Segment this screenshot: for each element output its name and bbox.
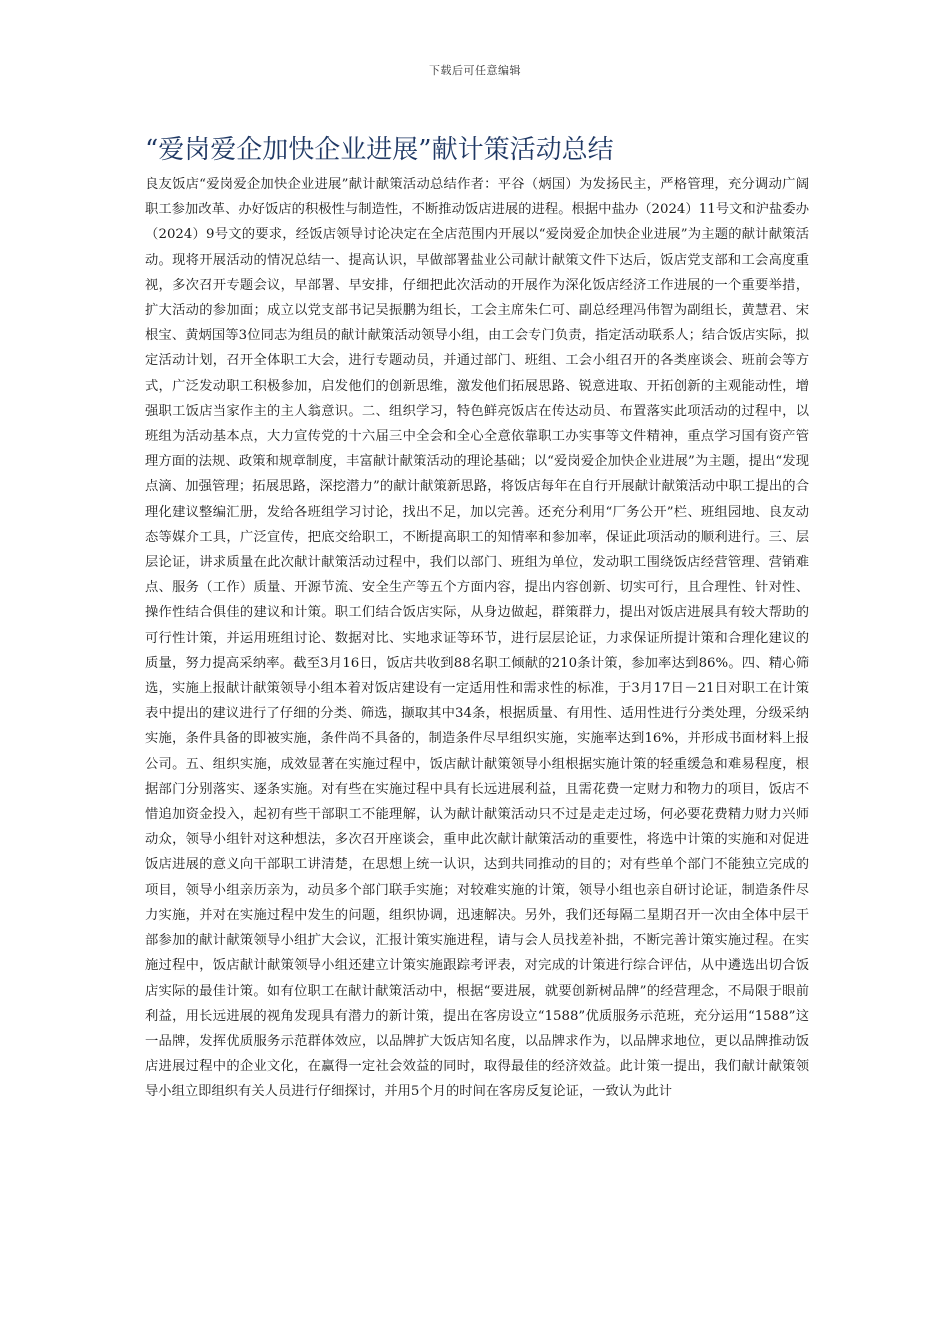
document-title: “爱岗爱企加快企业进展”献计策活动总结	[145, 135, 614, 165]
page-header-note: 下载后可任意编辑	[429, 64, 521, 77]
document-body	[145, 172, 809, 1312]
body-paragraph: 良友饭店“爱岗爱企加快企业进展”献计献策活动总结作者：平谷（炳国）为发扬民主，严格管理，充分调动广阔职工参加改革、办好饭店的积极性与制造性，不断推动饭店进展的进程。根据中盐办（2024）11号文和沪盐委办（2024）9号文的要求，经饭店领导讨论决定在全店范围内开展以“爱岗爱企加快企业进展”为主题的献计献策活动。现将开展活动的情况总结一、提高认识，早做部署盐业公司献计献策文件下达后，饭店党支部和工会高度重视，多次召开专题会议，早部署、早安排，仔细把此次活动的开展作为深化饭店经济工作进展的一个重要举措，扩大活动的参加面；成立以党支部书记吴振鹏为组长，工会主席朱仁可、副总经理冯伟智为副组长，黄慧君、宋根宝、黄炳国等3位同志为组员的献计献策活动领导小组，由工会专门负责，指定活动联系人；结合饭店实际，拟定活动计划，召开全体职工大会，进行专题动员，并通过部门、班组、工会小组召开的各类座谈会、班前会等方式，广泛发动职工积极参加，启发他们的创新思维，激发他们拓展思路、锐意进取、开拓创新的主观能动性，增强职工饭店当家作主的主人翁意识。二、组织学习，特色鲜亮饭店在传达动员、布置落实此项活动的过程中，以班组为活动基本点，大力宣传党的十六届三中全会和全心全意依靠职工办实事等文件精神，重点学习国有资产管理方面的法规、政策和规章制度，丰富献计献策活动的理论基础；以“爱岗爱企加快企业进展”为主题，提出“发现点滴、加强管理；拓展思路，深挖潜力”的献计献策新思路，将饭店每年在自行开展献计献策活动中职工提出的合理化建议整编汇册，发给各班组学习讨论，找出不足，加以完善。还充分利用“厂务公开”栏、班组园地、良友动态等媒介工具，广泛宣传，把底交给职工，不断提高职工的知情率和参加率，保证此项活动的顺利进行。三、层层论证，讲求质量在此次献计献策活动过程中，我们以部门、班组为单位，发动职工围绕饭店经营管理、营销难点、服务（工作）质量、开源节流、安全生产等五个方面内容，提出内容创新、切实可行，且合理性、针对性、操作性结合俱佳的建议和计策。职工们结合饭店实际，从身边做起，群策群力，提出对饭店进展具有较大帮助的可行性计策，并运用班组讨论、数据对比、实地求证等环节，进行层层论证，力求保证所提计策和合理化建议的质量，努力提高采纳率。截至3月16日，饭店共收到88名职工倾献的210条计策，参加率达到86%。四、精心筛选，实施上报献计献策领导小组本着对饭店建设有一定适用性和需求性的标准，于3月17日－21日对职工在计策表中提出的建议进行了仔细的分类、筛选，撷取其中34条，根据质量、有用性、适用性进行分类处理，分级采纳实施，条件具备的即被实施，条件尚不具备的，制造条件尽早组织实施，实施率达到16%，并形成书面材料上报公司。五、组织实施，成效显著在实施过程中，饭店献计献策领导小组根据实施计策的轻重缓急和难易程度，根据部门分别落实、逐条实施。对有些在实施过程中具有长远进展利益，且需花费一定财力和物力的项目，饭店不惜追加资金投入，起初有些干部职工不能理解，认为献计献策活动只不过是走走过场，何必要花费精力财力兴师动众，领导小组针对这种想法，多次召开座谈会，重申此次献计献策活动的重要性，将选中计策的实施和对促进饭店进展的意义向干部职工讲清楚，在思想上统一认识，达到共同推动的目的；对有些单个部门不能独立完成的项目，领导小组亲历亲为，动员多个部门联手实施；对较难实施的计策，领导小组也亲自研讨论证，制造条件尽力实施，并对在实施过程中发生的问题，组织协调，迅速解决。另外，我们还每隔二星期召开一次由全体中层干部参加的献计献策领导小组扩大会议，汇报计策实施进程，请与会人员找差补拙，不断完善计策实施过程。在实施过程中，饭店献计献策领导小组还建立计策实施跟踪考评表，对完成的计策进行综合评估，从中遴选出切合饭店实际的最佳计策。如有位职工在献计献策活动中，根据“要进展，就要创新树品牌”的经营理念，不局限于眼前利益，用长远进展的视角发现具有潜力的新计策，提出在客房设立“1588”优质服务示范班，充分运用“1588”这一品牌，发挥优质服务示范群体效应，以品牌扩大饭店知名度，以品牌求作为，以品牌求地位，更以品牌推动饭店进展过程中的企业文化，在赢得一定社会效益的同时，取得最佳的经济效益。此计策一提出，我们献计献策领导小组立即组织有关人员进行仔细探讨，并用5个月的时间在客房反复论证，一致认为此计	[145, 177, 809, 1100]
